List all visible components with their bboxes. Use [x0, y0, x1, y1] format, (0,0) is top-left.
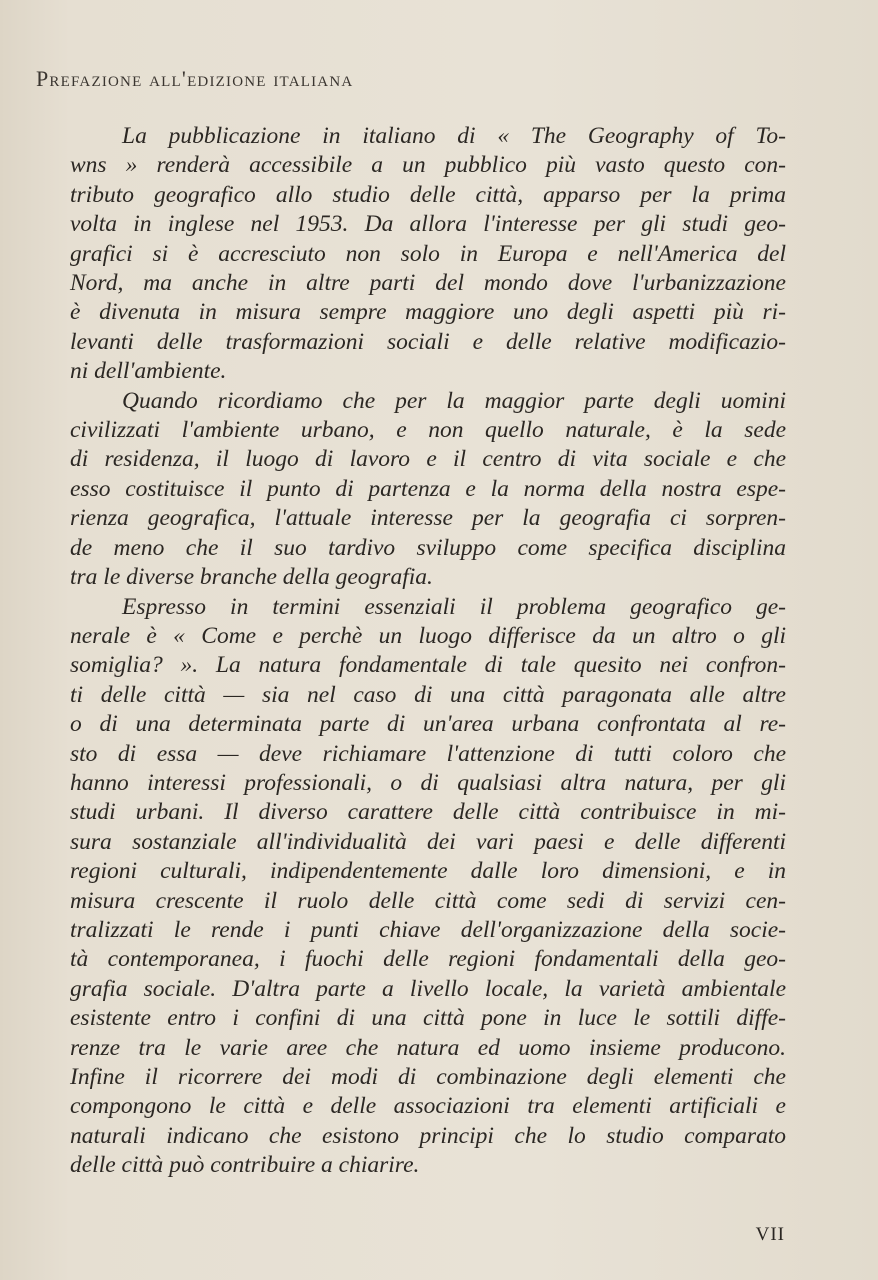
text-line: esistente entro i confini di una città pone in luce le sottili diffe-	[70, 1005, 786, 1032]
text-line: o di una determinata parte di un'area urbana confrontata al re-	[70, 711, 786, 738]
text-line: La pubblicazione in italiano di « The Geography of To-	[122, 123, 786, 149]
text-line: rienza geografica, l'attuale interesse per la geografia ci sorpren-	[70, 505, 786, 532]
text-line: renze tra le varie aree che natura ed uomo insieme producono.	[70, 1034, 786, 1061]
paragraph	[70, 387, 786, 593]
text-line: delle città può contribuire a chiarire.	[70, 1152, 420, 1179]
text-line: compongono le città e delle associazioni tra elementi artificiali e	[70, 1093, 786, 1120]
text-line: tra le diverse branche della geografia.	[70, 564, 433, 591]
text-line: misura crescente il ruolo delle città come sedi di servizi cen-	[70, 887, 786, 914]
text-line: somiglia? ». La natura fondamentale di tale quesito nei confron-	[70, 652, 786, 679]
text-line: nerale è « Come e perchè un luogo differisce da un altro o gli	[70, 622, 786, 649]
text-line: grafia sociale. D'altra parte a livello locale, la varietà ambientale	[70, 975, 786, 1002]
text-line: levanti delle trasformazioni sociali e delle relative modificazio-	[70, 328, 786, 355]
text-line: ni dell'ambiente.	[70, 358, 227, 385]
text-line: esso costituisce il punto di partenza e la norma della nostra espe-	[70, 475, 786, 502]
text-line: civilizzati l'ambiente urbano, e non quello naturale, è la sede	[70, 417, 786, 444]
text-line: tralizzati le rende i punti chiave dell'organizzazione della socie-	[70, 916, 786, 943]
text-line: di residenza, il luogo di lavoro e il centro di vita sociale e che	[70, 446, 786, 473]
text-line: wns » renderà accessibile a un pubblico più vasto questo con-	[70, 152, 786, 179]
text-line: ti delle città — sia nel caso di una città paragonata alle altre	[70, 681, 786, 708]
text-line: sura sostanziale all'individualità dei vari paesi e delle differenti	[70, 828, 786, 855]
text-line: sto di essa — deve richiamare l'attenzione di tutti coloro che	[70, 740, 786, 767]
text-line: regioni culturali, indipendentemente dalle loro dimensioni, e in	[70, 858, 786, 885]
text-line: Infine il ricorrere dei modi di combinazione degli elementi che	[70, 1064, 786, 1090]
text-line: de meno che il suo tardivo sviluppo come specifica disciplina	[70, 534, 786, 561]
text-line: grafici si è accresciuto non solo in Europa e nell'America del	[70, 240, 786, 267]
text-line: tà contemporanea, i fuochi delle regioni fondamentali della geo-	[70, 946, 786, 973]
text-line: naturali indicano che esistono principi che lo studio comparato	[70, 1122, 786, 1149]
text-line: tributo geografico allo studio delle città, apparso per la prima	[70, 181, 786, 208]
page-heading: Prefazione all'edizione italiana	[36, 66, 354, 91]
text-line: hanno interessi professionali, o di qualsiasi altra natura, per gli	[70, 769, 786, 796]
paragraph	[70, 122, 786, 387]
body-text	[70, 122, 786, 1181]
text-line: volta in inglese nel 1953. Da allora l'interesse per gli studi geo-	[70, 211, 786, 238]
page-number: VII	[755, 1224, 785, 1245]
paragraph	[70, 593, 786, 1181]
text-line: Quando ricordiamo che per la maggior parte degli uomini	[122, 387, 786, 414]
text-line: studi urbani. Il diverso carattere delle città contribuisce in mi-	[70, 799, 786, 826]
text-line: è divenuta in misura sempre maggiore uno degli aspetti più ri-	[70, 299, 786, 326]
text-line: Nord, ma anche in altre parti del mondo dove l'urbanizzazione	[70, 270, 786, 297]
text-line: Espresso in termini essenziali il problema geografico ge-	[122, 593, 786, 620]
